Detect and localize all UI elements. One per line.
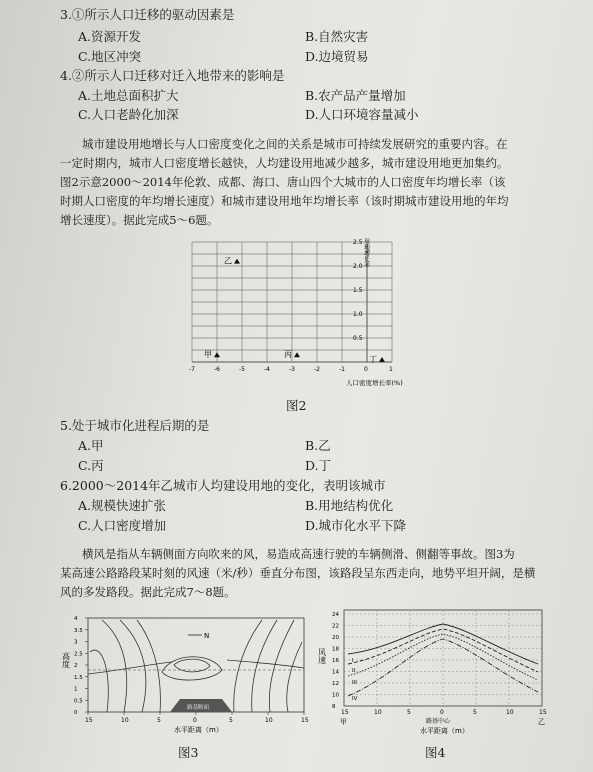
figure-2-x-tick-label: -5	[239, 366, 245, 373]
figure-2-point-label: 丁	[369, 355, 377, 364]
figure-3-y-tick-label: 1	[74, 686, 78, 693]
figure-4-y-tick-label: 20	[332, 635, 339, 641]
figure-3-x-tick-label: 15	[301, 717, 309, 724]
figure-4-center-label: 路基中心	[426, 718, 451, 725]
question-4-option-a: A.土地总面积扩大	[78, 88, 179, 103]
figure-4-y-axis-label: 风速	[318, 648, 327, 664]
figure-2-point-marker	[234, 259, 240, 264]
figure-3-frame	[88, 618, 304, 712]
passage-1-line-1: 城市建设用地增长与人口密度变化之间的关系是城市可持续发展研究的重要内容。在	[82, 137, 508, 151]
passage-2-line-2: 某高速公路路段某时刻的风速（米/秒）垂直分布图，该路段呈东西走向，地势平坦开阔，是横	[60, 566, 536, 580]
figure-3-x-tick-label: 10	[265, 717, 273, 724]
figure-3-y-tick-label: 0.5	[74, 698, 83, 705]
figure-2-x-axis-label: 人口密度增长率(%)	[346, 379, 403, 387]
passage-2	[60, 545, 560, 602]
question-4-option-b: B.农产品产量增加	[305, 88, 406, 103]
figure-2-x-tick-label: 1	[389, 366, 393, 373]
figure-4-y-tick-label: 18	[332, 646, 339, 653]
figure-4-x-axis-label: 水平距离（m）	[420, 727, 469, 735]
question-6-option-c: C.人口密度增加	[78, 518, 167, 533]
figure-4-x-tick-label: 5	[473, 709, 477, 716]
figure-2-caption: 图2	[286, 398, 307, 413]
figure-2-x-tick-label: -2	[314, 366, 320, 373]
figure-4-y-tick-label: 16	[332, 658, 339, 664]
figure-4-left-end-label: 甲	[340, 718, 347, 726]
figure-2-point-marker	[379, 357, 385, 362]
question-6-option-d: D.城市化水平下降	[305, 518, 407, 533]
figure-2-point-marker	[294, 352, 300, 357]
figure-4-grid	[332, 610, 547, 716]
figure-2-y-tick-label: 2.5	[353, 239, 363, 246]
figure-3-wind-contour-diagram	[62, 612, 312, 740]
figure-2-scatter-chart	[170, 228, 420, 390]
figure-2-x-tick-label: -4	[264, 366, 270, 373]
figure-2-y-tick-label: 1.0	[353, 311, 363, 318]
question-5-option-a: A.甲	[78, 438, 104, 453]
figure-4-right-end-label: 乙	[538, 718, 545, 726]
question-3-option-b: B.自然灾害	[305, 29, 369, 44]
passage-1-line-5: 增长速度）。据此完成5～6题。	[60, 213, 219, 227]
passage-1-line-2: 一定时期内，城市人口密度增长越快，人均建设用地减少越多，城市建设用地更加集约。	[60, 156, 509, 170]
figure-2-point-label: 丙	[284, 350, 292, 360]
figure-3-y-tick-label: 3	[74, 639, 78, 646]
figure-4-y-tick-label: 10	[332, 692, 339, 699]
figure-2-point-label: 甲	[204, 350, 212, 360]
question-3-stem: 3.①所示人口迁移的驱动因素是	[60, 7, 235, 22]
figure-4-y-tick-label: 24	[332, 612, 339, 618]
figure-4-y-tick-label: 22	[332, 623, 339, 630]
figure-4-x-tick-label: 15	[341, 709, 349, 716]
figure-3-x-tick-label: 5	[229, 717, 233, 724]
figure-2-x-tick-label: -7	[189, 366, 195, 373]
figure-3-road-label: 路基断面	[187, 705, 210, 711]
figure-4-caption: 图4	[425, 745, 446, 760]
figure-3-x-tick-label: 0	[193, 717, 197, 724]
figure-4-series-4-label: IV	[352, 696, 358, 702]
question-6-option-b: B.用地结构优化	[305, 498, 394, 513]
figure-3-y-tick-label: 2	[74, 663, 78, 669]
figure-2-x-tick-label: -1	[339, 366, 345, 373]
figure-3-y-tick-label: 1.5	[74, 674, 83, 681]
passage-2-line-3: 风的多发路段。据此完成7～8题。	[60, 585, 236, 599]
figure-4-series-3-label: III	[352, 680, 357, 686]
figure-3-caption: 图3	[178, 745, 199, 760]
figure-2-x-tick-label: -6	[214, 366, 220, 373]
question-4-option-c: C.人口老龄化加深	[78, 107, 179, 122]
question-5-option-d: D.丁	[305, 458, 332, 473]
figure-4-series-2-label: II	[352, 668, 356, 674]
figure-4-series-3-line	[348, 634, 538, 680]
figure-4-series-1-label: I	[352, 658, 354, 664]
question-6-stem: 6.2000～2014年乙城市人均建设用地的变化，表明该城市	[60, 478, 386, 493]
figure-3-x-tick-label: 5	[157, 717, 161, 724]
figure-3-x-tick-label: 15	[85, 717, 93, 724]
figure-4-y-tick-label: 14	[332, 669, 339, 676]
figure-2-x-tick-label: -3	[289, 366, 295, 373]
figure-3-y-tick-label: 4	[74, 616, 78, 622]
figure-2-y-tick-label: 1.5	[353, 287, 363, 294]
figure-4-y-tick-label: 8	[332, 704, 336, 710]
figure-4-y-tick-label: 12	[332, 681, 339, 687]
question-3-option-c: C.地区冲突	[78, 49, 142, 64]
question-6-option-a: A.规模快速扩张	[78, 498, 167, 513]
figure-3-x-tick-label: 10	[121, 717, 129, 724]
figure-4-x-tick-label: 10	[506, 709, 514, 716]
figure-3-isolines	[88, 620, 304, 712]
figure-4-x-tick-label: 10	[374, 709, 382, 716]
question-3-option-a: A.资源开发	[78, 29, 142, 44]
figure-2-y-axis-label: 用地增长率	[362, 238, 370, 268]
figure-3-north-label: N	[204, 632, 210, 640]
question-5-option-b: B.乙	[305, 438, 331, 453]
question-4-stem: 4.②所示人口迁移对迁入地带来的影响是	[60, 68, 285, 83]
passage-1	[60, 135, 560, 230]
question-4-option-d: D.人口环境容量减小	[305, 107, 419, 122]
figure-3-y-tick-label: 2.5	[74, 651, 83, 658]
figure-4-x-tick-label: 5	[407, 709, 411, 716]
figure-3-x-axis-label: 水平距离（m）	[174, 726, 223, 734]
passage-1-line-4: 时期人口密度的年均增长速度）和城市建设用地年均增长率（该时期城市建设用地的年均	[60, 194, 509, 208]
figure-2-y-tick-label: 0.5	[353, 335, 363, 342]
passage-2-line-1: 横风是指从车辆侧面方向吹来的风，易造成高速行驶的车辆侧滑、侧翻等事故。图3为	[82, 547, 515, 561]
figure-2-y-tick-label: 2.0	[353, 263, 363, 270]
figure-2-x-tick-label: 0	[364, 366, 368, 373]
question-5-option-c: C.丙	[78, 458, 104, 473]
passage-1-line-3: 图2示意2000～2014年伦敦、成都、海口、唐山四个大城市的人口密度年均增长率（该	[60, 175, 506, 189]
figure-3-y-axis-label: 高度	[62, 652, 71, 668]
figure-4-x-tick-label: 15	[539, 709, 547, 716]
figure-2-point-label: 乙	[224, 256, 232, 266]
figure-3-y-tick-label: 3.5	[74, 627, 83, 634]
figure-2-point-marker	[214, 352, 220, 357]
figure-4-wind-speed-chart	[318, 604, 556, 740]
question-3-option-d: D.边境贸易	[305, 49, 369, 64]
question-5-stem: 5.处于城市化进程后期的是	[60, 418, 210, 433]
figure-4-x-tick-label: 0	[440, 709, 444, 716]
figure-3-y-tick-label: 0	[74, 710, 78, 716]
